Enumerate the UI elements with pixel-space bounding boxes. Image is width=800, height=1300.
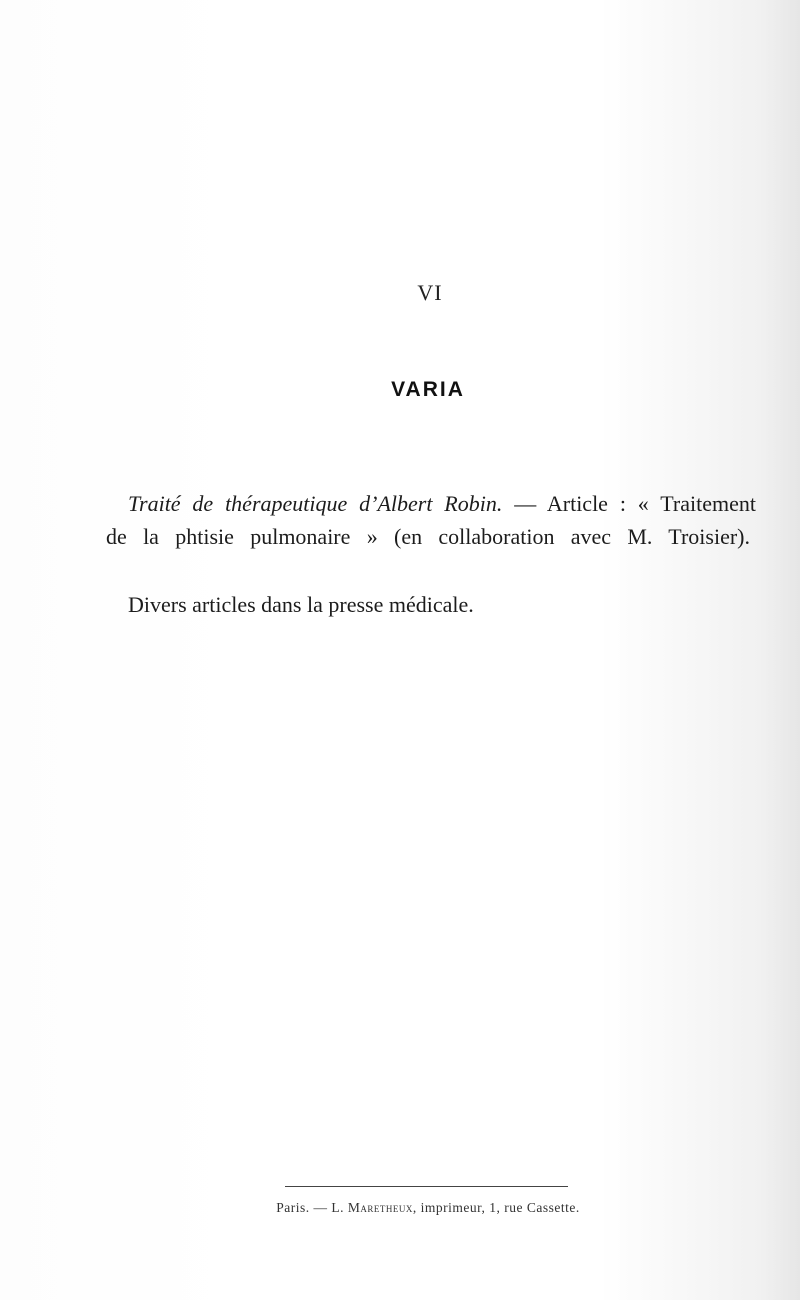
imprint-printer-name: Maretheux	[347, 1200, 413, 1215]
printer-imprint	[0, 1200, 800, 1216]
publication-entry-line-1	[106, 487, 756, 520]
publication-entry	[106, 487, 756, 553]
section-title: VARIA	[391, 378, 465, 401]
imprint-prefix: Paris. — L.	[276, 1200, 348, 1215]
footer-divider	[285, 1186, 568, 1187]
imprint-suffix: , imprimeur, 1, rue Cassette.	[412, 1200, 580, 1215]
publication-entry-line-2: de la phtisie pulmonaire » (en collaboration avec M. Troisier).	[106, 524, 750, 549]
publication-entry-misc: Divers articles dans la presse médicale.	[128, 592, 474, 617]
publication-detail: — Article : « Traitement	[502, 491, 756, 516]
publication-title: Traité de thérapeutique d’Albert Robin.	[128, 491, 503, 516]
section-number: VI	[417, 280, 443, 305]
